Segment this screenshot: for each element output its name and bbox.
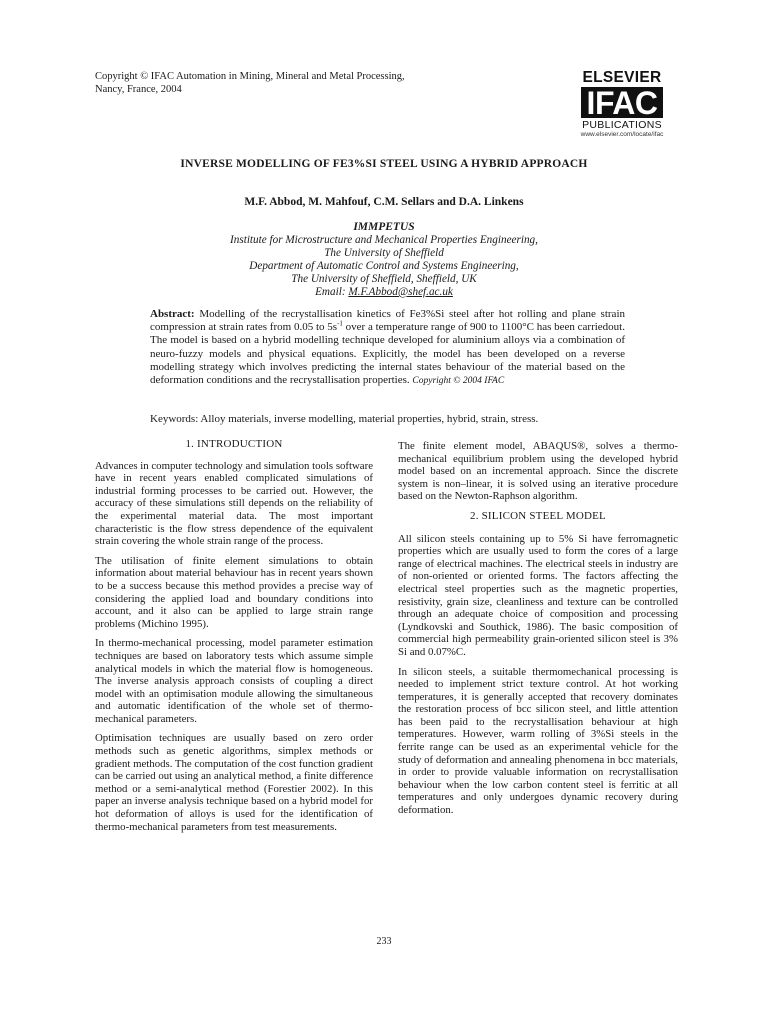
- abstract-text-a: Modelling of the recrystallisation kinetics of Fe3%Si steel after hot rolling and plane strain compression at strain rates from 0.05 to 5s: [150, 308, 625, 334]
- ifac-logo: IFAC: [581, 87, 664, 118]
- paragraph: All silicon steels containing up to 5% Si have ferromagnetic properties which are usually used to form the cores of a large range of electrical machines. The electrical steels in industry are of non-oriented or oriented forms. The factors affecting the electrical steel properties such as the magnetic properties, resistivity, grain size, cleanliness and texture can be controlled through an adequate choice of composition and processing (Lyndkovski and Southick, 1986). The basic composition of commercial high permeability grain-oriented silicon steel is 3% Si and 0.07%C.: [398, 532, 678, 658]
- paragraph: The finite element model, ABAQUS®, solves a thermo-mechanical equilibrium problem using the developed hybrid model based on an incremental approach. Since the discrete system is non–linear, it is solved using an iterative procedure based on the Newton-Raphson algorithm.: [398, 440, 678, 503]
- page-number: 233: [376, 936, 392, 947]
- abstract-text-b: over a temperature range of 900 to 1100°C has been carriedout. The model is based on a hybrid modelling technique developed for aluminium alloys via a combination of neuro-fuzzy models and physical equations. Explicitly, the model has been developed on a reverse modelling strategy which involves predicting the internal states behaviour of the material based on the deformation conditions and the recrystallisation properties.: [150, 321, 625, 387]
- affiliation-email: [0, 286, 768, 299]
- publications-label: PUBLICATIONS: [582, 119, 662, 131]
- keywords: Keywords: Alloy materials, inverse modelling, material properties, hybrid, strain, stress.: [150, 413, 539, 425]
- paragraph: Optimisation techniques are usually based on zero order methods such as genetic algorithms, simplex methods or gradient methods. The computation of the cost function gradient can be carried out using an analytical method, a finite difference method or a semi-analytical method (Forestier 2002). In this paper an inverse analysis technique based on a hybrid model for hot deformation of alloys is used for the identification of thermo-mechanical parameters from test measurements.: [95, 732, 373, 833]
- paragraph: In silicon steels, a suitable thermomechanical processing is needed to implement strict texture control. At hot working temperatures, it is generally accepted that recovery dominates the restoration process of bcc silicon steel, and little attention has been paid to the recrystallisation behaviour at high temperatures. However, warm rolling of 3%Si steels in the ferrite range can be used as an experimental vehicle for the study of deformation and annealing phenomena in bcc materials, in order to provide valuable information on recrystallisation behaviour when the low carbon content steel is ferritic at all temperatures and only undergoes dynamic recovery during deformation.: [398, 665, 678, 817]
- paper-title: INVERSE MODELLING OF FE3%SI STEEL USING A HYBRID APPROACH: [180, 158, 588, 170]
- section-heading-introduction: 1. INTRODUCTION: [185, 438, 283, 450]
- affiliation-block: [0, 221, 768, 299]
- affiliation-line-1: Institute for Microstructure and Mechanical Properties Engineering,: [230, 234, 538, 246]
- abstract-label: Abstract:: [150, 308, 195, 320]
- publisher-url: www.elsevier.com/locate/ifac: [580, 131, 664, 138]
- copyright-line-1: Copyright © IFAC Automation in Mining, Mineral and Metal Processing,: [95, 71, 405, 82]
- affiliation-org: IMMPETUS: [353, 221, 415, 233]
- affiliation-line-4: The University of Sheffield, Sheffield, UK: [291, 273, 477, 285]
- affiliation-line-3: Department of Automatic Control and Systems Engineering,: [249, 260, 519, 272]
- affiliation-line-2: The University of Sheffield: [324, 247, 444, 259]
- copyright-line-2: Nancy, France, 2004: [95, 84, 182, 95]
- author-list: M.F. Abbod, M. Mahfouf, C.M. Sellars and D.A. Linkens: [244, 196, 524, 208]
- left-column: [95, 438, 373, 840]
- email-label: Email:: [315, 286, 346, 298]
- paragraph: The utilisation of finite element simulations to obtain information about material behaviour has in recent years shown to be a success because this method provides a precise way of considering the applied load and boundary conditions into account, and it also can be applied to large strain range problems (Michino 1995).: [95, 554, 373, 630]
- email-link[interactable]: M.F.Abbod@shef.ac.uk: [348, 286, 453, 298]
- publisher-logo: [566, 70, 678, 139]
- abstract: [150, 308, 625, 388]
- section-heading-silicon-steel-model: 2. SILICON STEEL MODEL: [470, 509, 606, 522]
- paragraph: In thermo-mechanical processing, model parameter estimation techniques are based on laboratory tests which assume simple analytical models in which the material flow is homogeneous. The inverse analysis approach consists of coupling a direct model with an optimisation module allowing the simultaneous and automatic identification of the whole set of thermo-mechanical parameters.: [95, 637, 373, 725]
- paragraph: Advances in computer technology and simulation tools software have in recent years enabled complicated simulations of industrial forming processes to be carried out. However, the accuracy of these simulations still depends on the reliability of the experimental material data. The most important characteristic is the flow stress dependence of the equivalent strain covering the whole strain range of the process.: [95, 459, 373, 548]
- elsevier-wordmark: ELSEVIER: [582, 69, 662, 86]
- right-column: [398, 440, 678, 824]
- abstract-superscript: -1: [337, 319, 343, 328]
- copyright-notice: [95, 70, 475, 96]
- abstract-copyright: Copyright © 2004 IFAC: [412, 376, 505, 387]
